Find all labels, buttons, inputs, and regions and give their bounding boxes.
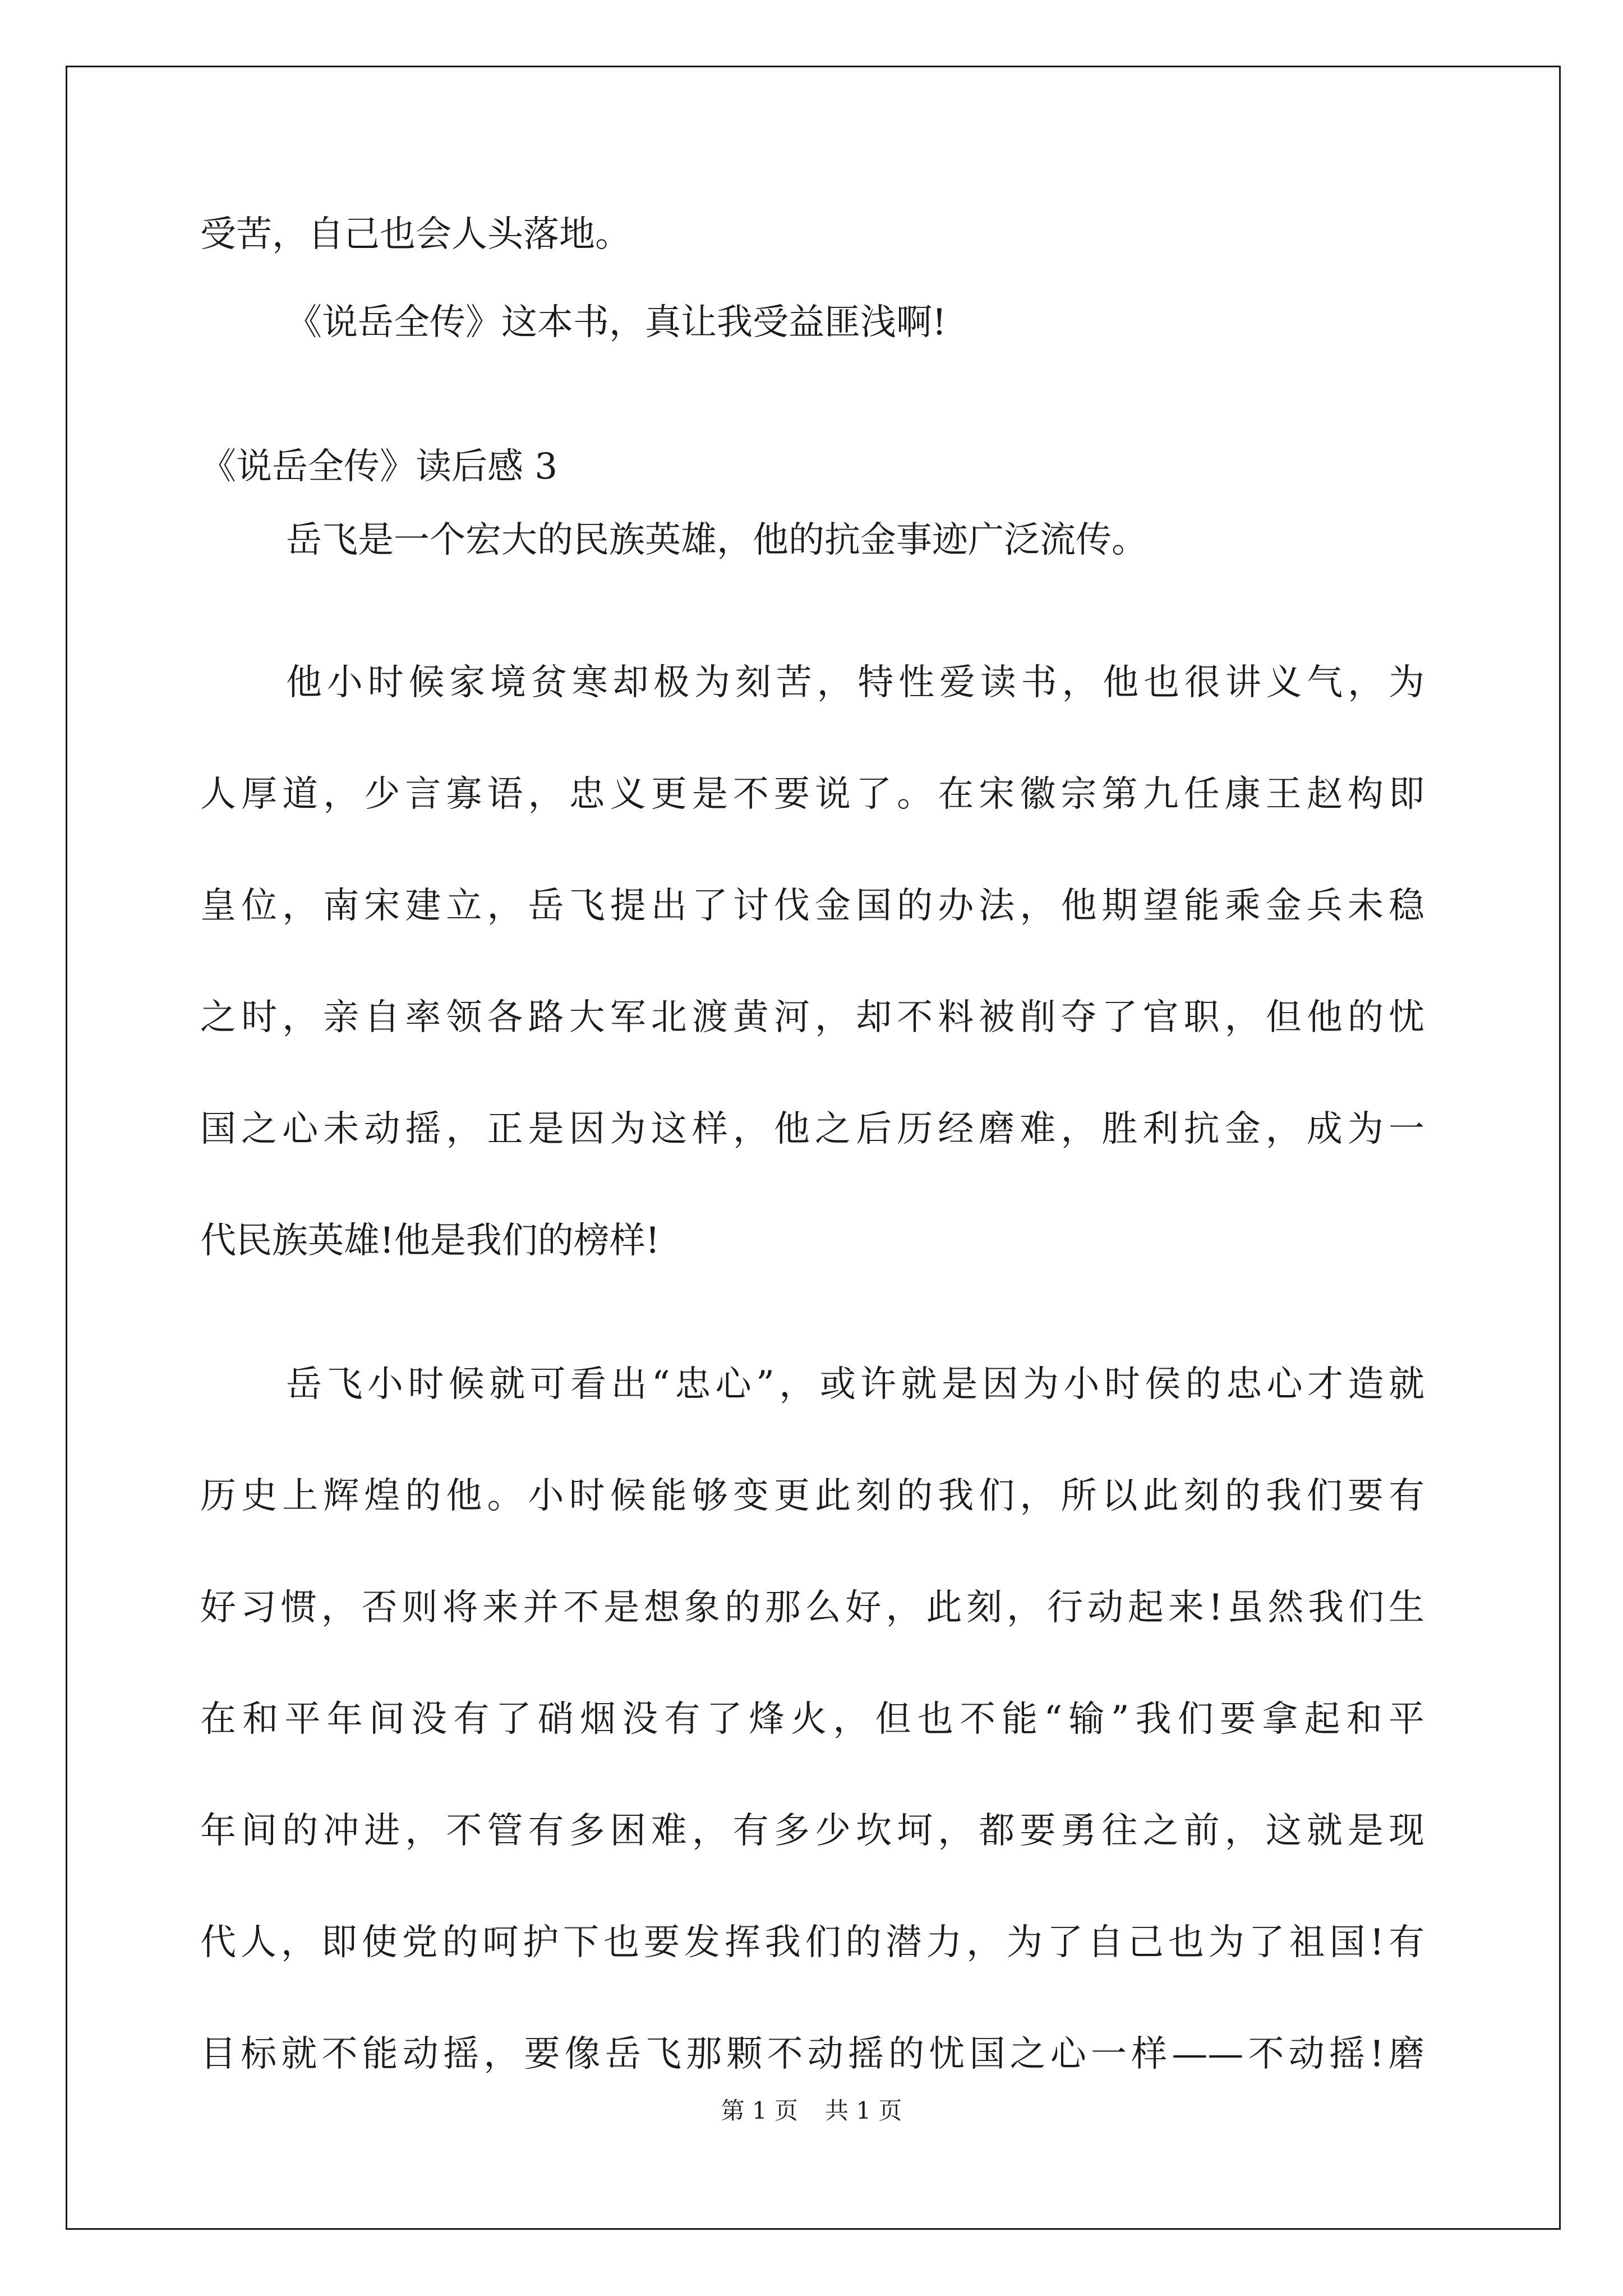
paragraph-line: 在和平年间没有了硝烟没有了烽火，但也不能“输”我们要拿起和平 <box>200 1699 1424 1740</box>
paragraph-line: 目标就不能动摇，要像岳飞那颗不动摇的忧国之心一样——不动摇!磨 <box>200 2033 1424 2075</box>
paragraph-line: 人厚道，少言寡语，忠义更是不要说了。在宋徽宗第九任康王赵构即 <box>200 774 1424 815</box>
paragraph-line: 历史上辉煌的他。小时候能够变更此刻的我们，所以此刻的我们要有 <box>200 1475 1424 1517</box>
page-footer <box>0 2094 1623 2128</box>
paragraph-line: 岳飞是一个宏大的民族英雄，他的抗金事迹广泛流传。 <box>286 519 1147 561</box>
paragraph-line: 年间的冲进，不管有多困难，有多少坎坷，都要勇往之前，这就是现 <box>200 1810 1424 1852</box>
paragraph-line: 他小时候家境贫寒却极为刻苦，特性爱读书，他也很讲义气，为 <box>286 662 1424 703</box>
page-number: 第 1 页 <box>721 2097 798 2124</box>
page-total: 共 1 页 <box>825 2097 902 2124</box>
paragraph-line: 《说岳全传》这本书，真让我受益匪浅啊! <box>286 302 947 343</box>
paragraph-line: 代人，即使党的呵护下也要发挥我们的潜力，为了自己也为了祖国!有 <box>200 1922 1424 1963</box>
paragraph-line: 好习惯，否则将来并不是想象的那么好，此刻，行动起来!虽然我们生 <box>200 1587 1424 1628</box>
paragraph-line: 皇位，南宋建立，岳飞提出了讨伐金国的办法，他期望能乘金兵未稳 <box>200 885 1424 927</box>
paragraph-line: 之时，亲自率领各路大军北渡黄河，却不料被削夺了官职，但他的忧 <box>200 997 1424 1038</box>
section-heading: 《说岳全传》读后感 3 <box>200 446 558 487</box>
paragraph-line: 国之心未动摇，正是因为这样，他之后历经磨难，胜利抗金，成为一 <box>200 1108 1424 1150</box>
paragraph-line: 受苦，自己也会人头落地。 <box>200 214 631 255</box>
paragraph-line: 岳飞小时候就可看出“忠心”，或许就是因为小时侯的忠心才造就 <box>286 1364 1424 1405</box>
paragraph-line: 代民族英雄!他是我们的榜样! <box>200 1220 660 1262</box>
